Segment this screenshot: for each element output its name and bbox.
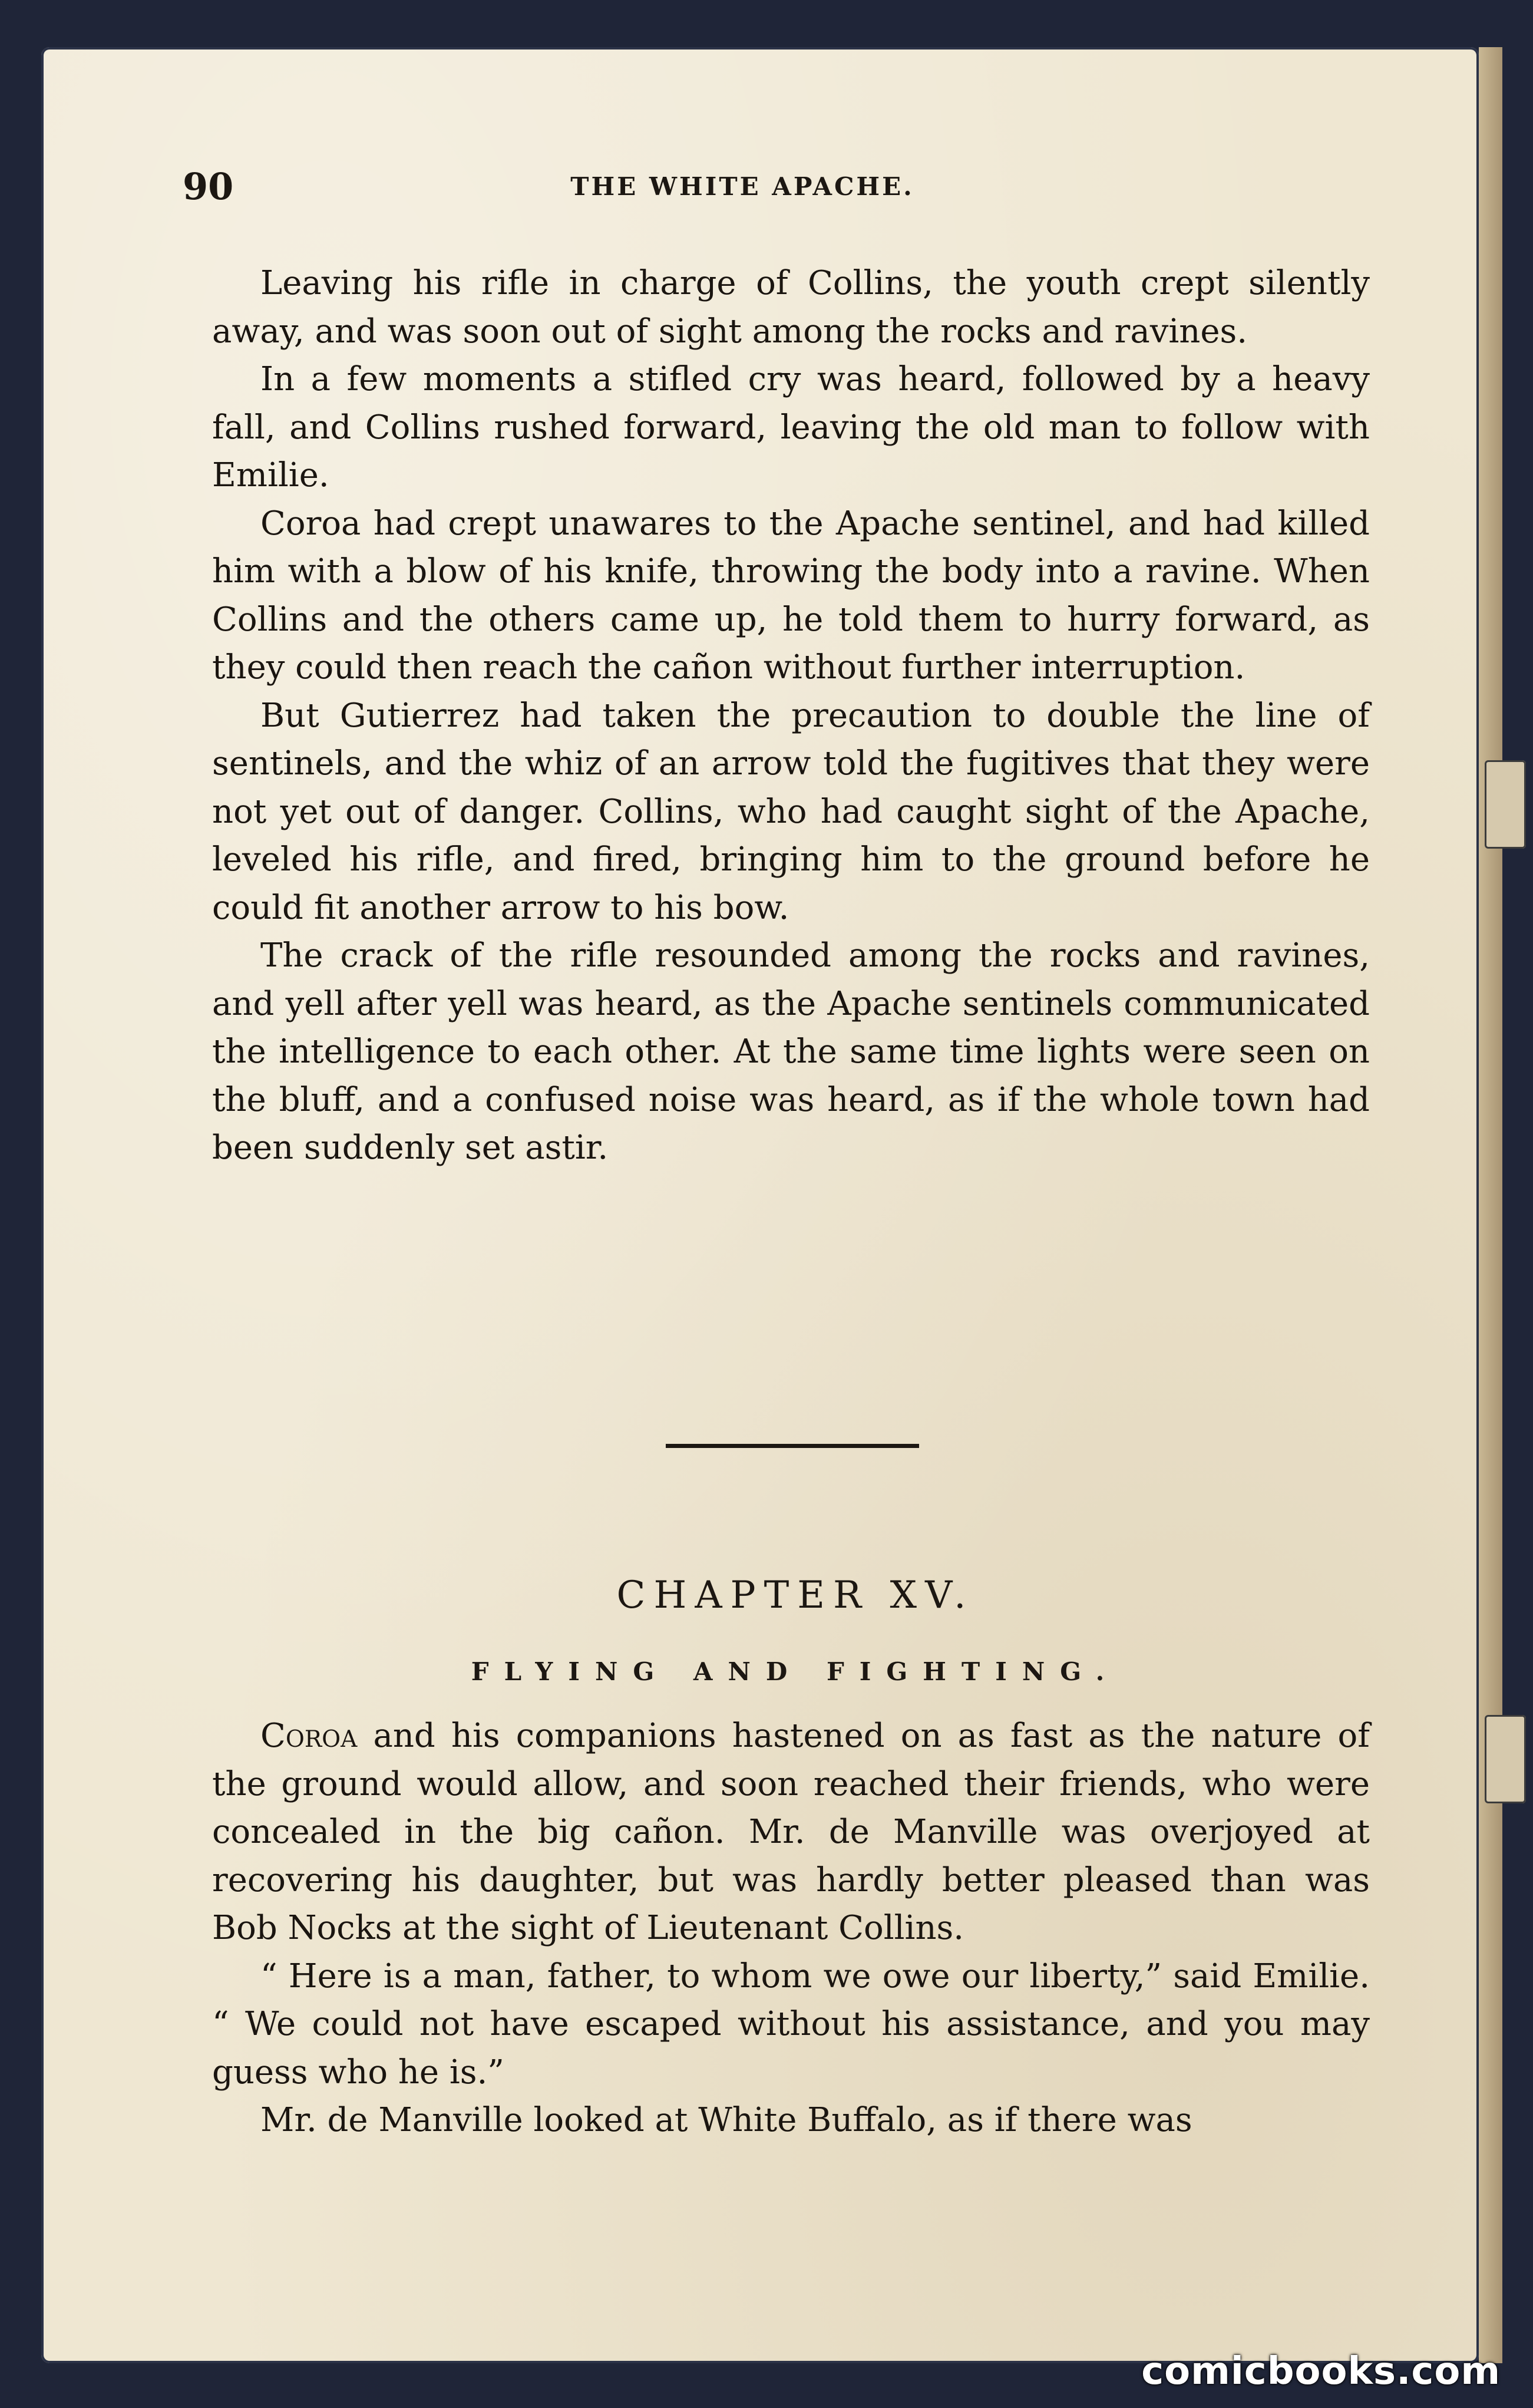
binding-tab-upper xyxy=(1485,760,1526,849)
watermark: comicbooks.com xyxy=(1141,2350,1501,2393)
running-title: THE WHITE APACHE. xyxy=(570,172,914,201)
chapter-text xyxy=(212,1712,1370,2145)
paragraph: Mr. de Manville looked at White Buffalo, as if there was xyxy=(260,2101,1192,2139)
page-number: 90 xyxy=(183,165,234,208)
paragraph: But Gutierrez had taken the precaution to double the line of sentinels, and the whiz of an arrow told the fugitives that they were not yet out of danger. Collins, who had caught sight of the Apache, leveled his rifle, and fired, bringing him to the ground before he could fit another arrow to his bow. xyxy=(212,696,1370,927)
paragraph: “ Here is a man, father, to whom we owe our liberty,” said Emilie. “ We could not have escaped without his assistance, and you may guess who he is.” xyxy=(212,1957,1370,2092)
lead-word: Coroa xyxy=(260,1717,358,1755)
binding-tab-lower xyxy=(1485,1715,1526,1803)
chapter-subtitle: FLYING AND FIGHTING. xyxy=(471,1657,1120,1686)
chapter-title: CHAPTER XV. xyxy=(616,1574,974,1617)
paragraph: The crack of the rifle resounded among the rocks and ravines, and yell after yell was heard, as the Apache sentinels communicated the intelligence to each other. At the same time lights were seen on the bluff, and a confused noise was heard, as if the whole town had been suddenly set astir. xyxy=(212,936,1370,1167)
paragraph: Leaving his rifle in charge of Collins, the youth crept silently away, and was soon out of sight among the rocks and ravines. xyxy=(212,264,1370,351)
paragraph xyxy=(212,1712,1370,1952)
page-edge xyxy=(1479,47,1502,2363)
paragraph: In a few moments a stifled cry was heard, followed by a heavy fall, and Collins rushed forward, leaving the old man to follow with Emilie. xyxy=(212,360,1370,494)
text-before-chapter xyxy=(212,259,1370,1172)
section-divider xyxy=(666,1444,919,1448)
paragraph-text: and his companions hastened on as fast as the nature of the ground would allow, and soon reached their friends, who were concealed in the big cañon. Mr. de Manville was overjoyed at recovering his daughter, but was hardly better pleased than was Bob Nocks at the sight of Lieutenant Collins. xyxy=(212,1717,1370,1947)
paragraph: Coroa had crept unawares to the Apache sentinel, and had killed him with a blow of his knife, throwing the body into a ravine. When Collins and the others came up, he told them to hurry forward, as they could then reach the cañon without further interruption. xyxy=(212,504,1370,687)
running-head xyxy=(183,165,1302,206)
